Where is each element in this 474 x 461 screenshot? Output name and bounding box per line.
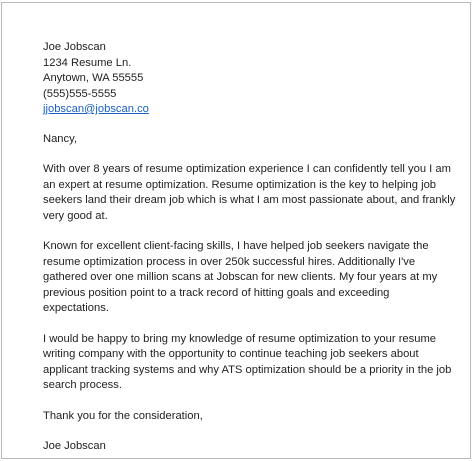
sender-name: Joe Jobscan	[43, 41, 106, 53]
paragraph-line: gathered over one million scans at Jobscan for new clients. My four years at my	[43, 271, 438, 283]
paragraph-line: writing company with the opportunity to continue teaching job seekers about	[43, 348, 419, 360]
paragraph-line: Known for excellent client-facing skills, I have helped job seekers navigate the	[43, 240, 429, 252]
salutation: Nancy,	[43, 132, 77, 145]
paragraph-line: applicant tracking systems and why ATS optimization should be a priority in the job	[43, 363, 452, 376]
paragraph-line: search process.	[43, 379, 122, 391]
sender-block	[43, 40, 443, 118]
sender-email-link[interactable]: jjobscan@jobscan.co	[43, 103, 149, 115]
paragraph-line: an expert at resume optimization. Resume optimization is the key to helping job	[43, 178, 437, 191]
paragraph-line: previous position point to a track record of hitting goals and exceeding	[43, 286, 390, 299]
closing: Thank you for the consideration,	[43, 409, 203, 422]
cover-letter	[43, 40, 456, 455]
paragraph-line: seekers land their dream job which is what I am most passionate about, and frankly	[43, 194, 456, 206]
paragraph-line: With over 8 years of resume optimization experience I can confidently tell you I am	[43, 163, 451, 175]
body-paragraph-1	[43, 162, 456, 224]
paragraph-line: very good at.	[43, 209, 108, 222]
letter-page	[1, 2, 471, 459]
sender-city-state-zip: Anytown, WA 55555	[43, 72, 144, 84]
sender-street: 1234 Resume Ln.	[43, 56, 132, 69]
sender-phone: (555)555-5555	[43, 87, 117, 100]
body-paragraph-2	[43, 239, 443, 317]
paragraph-line: expectations.	[43, 302, 109, 314]
body-paragraph-3	[43, 332, 452, 394]
paragraph-line: I would be happy to bring my knowledge of resume optimization to your resume	[43, 332, 437, 345]
paragraph-line: resume optimization process in over 250k successful hires. Additionally I've	[43, 255, 416, 268]
signature: Joe Jobscan	[43, 440, 106, 452]
